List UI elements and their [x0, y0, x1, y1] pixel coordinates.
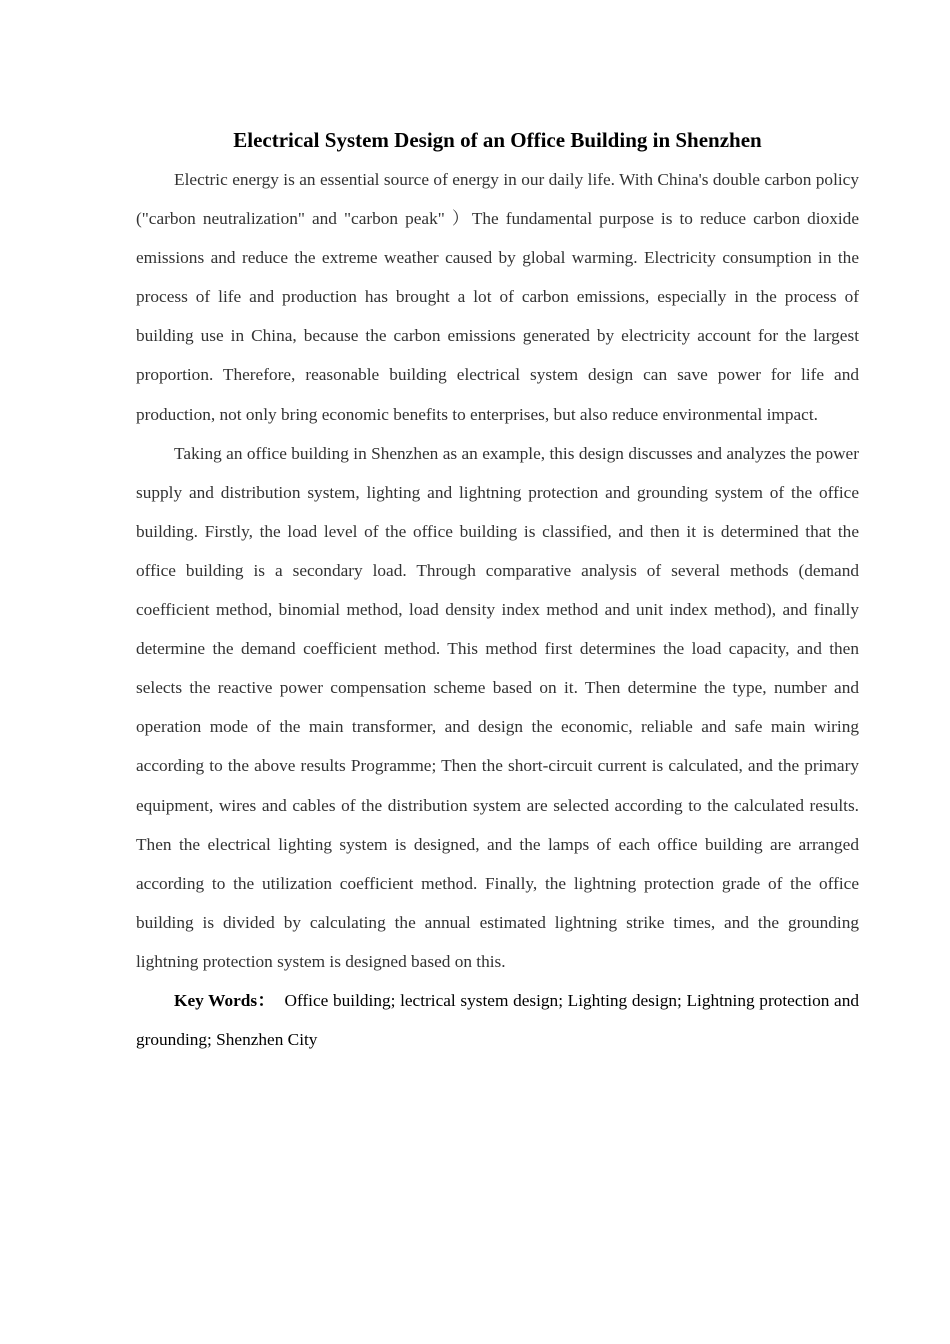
- document-page: [136, 124, 859, 1059]
- keywords-text: Office building; lectrical system design; Lighting design; Lightning protection and grounding; Shenzhen City: [136, 990, 859, 1050]
- keywords-spacer: [275, 991, 284, 1010]
- keywords-label: Key Words：: [174, 990, 276, 1010]
- keywords-line: [136, 981, 859, 1059]
- document-title: Electrical System Design of an Office Building in Shenzhen: [233, 128, 762, 152]
- abstract-paragraph-2: Taking an office building in Shenzhen as an example, this design discusses and analyzes the power supply and distribution system, lighting and lightning protection and grounding system of the office building. Firstly, the load level of the office building is classified, and then it is determined that the office building is a secondary load. Through comparative analysis of several methods (demand coefficient method, binomial method, load density index method and unit index method), and finally determine the demand coefficient method. This method first determines the load capacity, and then selects the reactive power compensation scheme based on it. Then determine the type, number and operation mode of the main transformer, and design the economic, reliable and safe main wiring according to the above results Programme; Then the short-circuit current is calculated, and the primary equipment, wires and cables of the distribution system are selected according to the calculated results. Then the electrical lighting system is designed, and the lamps of each office building are arranged according to the utilization coefficient method. Finally, the lightning protection grade of the office building is divided by calculating the annual estimated lightning strike times, and the grounding lightning protection system is designed based on this.: [136, 443, 859, 971]
- abstract-paragraph-1: Electric energy is an essential source of energy in our daily life. With China's double carbon policy ("carbon neutralization" and "carbon peak" ）The fundamental purpose is to reduce carbon dioxide emissions and reduce the extreme weather caused by global warming. Electricity consumption in the process of life and production has brought a lot of carbon emissions, especially in the process of building use in China, because the carbon emissions generated by electricity account for the largest proportion. Therefore, reasonable building electrical system design can save power for life and production, not only bring economic benefits to enterprises, but also reduce environmental impact.: [136, 170, 859, 424]
